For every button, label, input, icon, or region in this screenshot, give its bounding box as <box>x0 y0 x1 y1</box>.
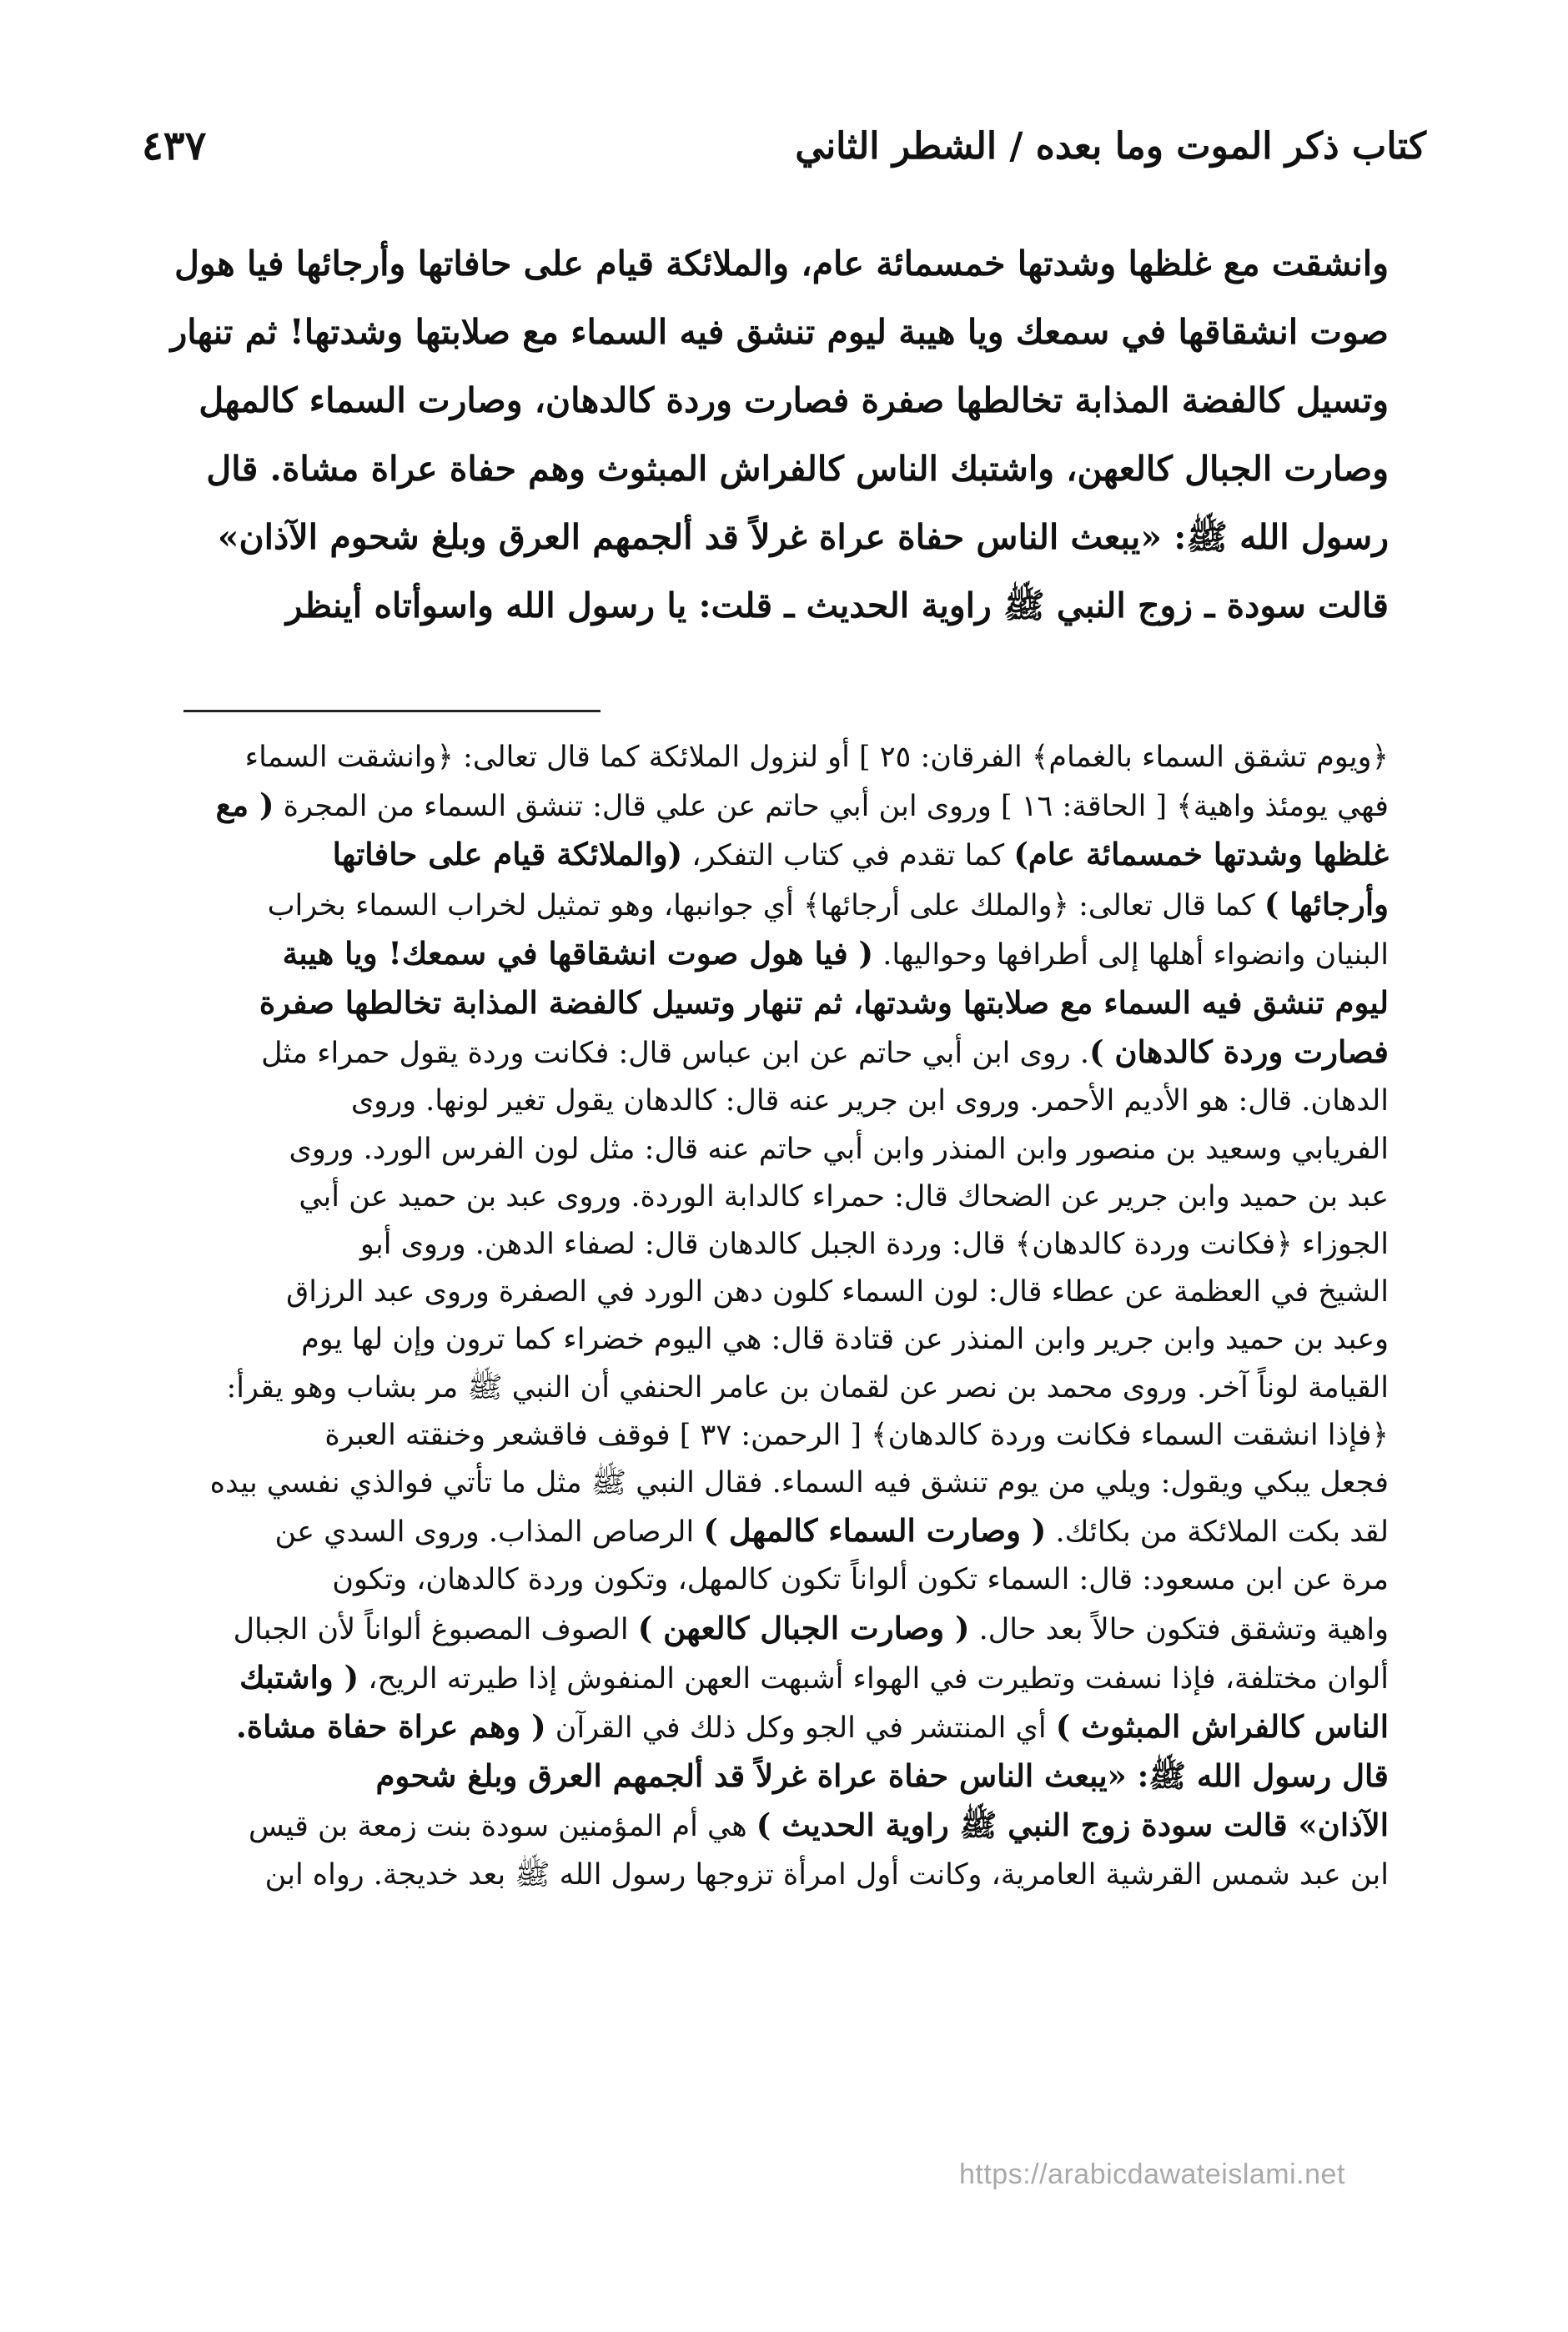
commentary <box>167 734 1389 1899</box>
commentary-quote-bold: غلظها وشدتها خمسمائة عام) <box>1013 836 1389 873</box>
commentary-quote-bold: ( مع <box>215 787 274 824</box>
commentary-text: البنيان وانضواء أهلها إلى أطرافها وحواليها. <box>873 937 1389 972</box>
commentary-text: القيامة لوناً آخر. وروى محمد بن نصر عن لقمان بن عامر الحنفي أن النبي ﷺ مر بشاب وهو يقرأ: <box>226 1370 1389 1405</box>
commentary-text: الفريابي وسعيد بن منصور وابن المنذر وابن أبي حاتم عنه قال: مثل لون الفرس الورد. وروى <box>289 1132 1389 1166</box>
commentary-text: ابن عبد شمس القرشية العامرية، وكانت أول امرأة تزوجها رسول الله ﷺ بعد خديجة. رواه ابن <box>264 1857 1389 1892</box>
commentary-quote-bold: وأرجائها ) <box>1264 885 1389 922</box>
commentary-text: ألوان مختلفة، فإذا نسفت وتطيرت في الهواء أشبهت العهن المنفوش إذا طيرته الريح، <box>359 1661 1389 1696</box>
main-text-line: رسول الله ﷺ: «يبعث الناس حفاة عراة غرلاً قد ألجمهم العرق وبلغ شحوم الآذان» <box>217 517 1389 557</box>
commentary-line <box>167 1752 1389 1802</box>
footnote-divider <box>183 710 601 712</box>
commentary-text: الصوف المصبوغ ألواناً لأن الجبال <box>233 1612 638 1646</box>
commentary-line <box>167 1028 1389 1078</box>
commentary-line <box>167 1126 1389 1174</box>
main-text-line: قالت سودة ـ زوج النبي ﷺ راوية الحديث ـ قلت: يا رسول الله واسوأتاه أينظر <box>285 586 1389 626</box>
commentary-quote-bold: قال رسول الله ﷺ: «يبعث الناس حفاة عراة غرلاً قد ألجمهم العرق وبلغ شحوم <box>375 1757 1389 1795</box>
commentary-quote-bold: الآذان» قالت سودة زوج النبي ﷺ راوية الحديث ) <box>756 1807 1389 1844</box>
commentary-line <box>167 831 1389 880</box>
commentary-text: هي أم المؤمنين سودة بنت زمعة بن قيس <box>248 1810 756 1844</box>
commentary-text: فهي يومئذ واهية﴾ [ الحاقة: ١٦ ] وروى ابن أبي حاتم عن علي قال: تنشق السماء من المجرة <box>274 790 1389 824</box>
commentary-text: كما تقدم في كتاب التفكر، <box>682 839 1014 873</box>
commentary-line <box>167 1365 1389 1412</box>
commentary-text: الجوزاء ﴿فكانت وردة كالدهان﴾ قال: وردة الجبل كالدهان قال: لصفاء الدهن. وروى أبو <box>359 1228 1389 1262</box>
commentary-text: فجعل يبكي ويقول: ويلي من يوم تنشق فيه السماء. فقال النبي ﷺ مثل ما تأتي فوالذي نفسي بيده <box>209 1466 1389 1500</box>
commentary-line <box>167 1221 1389 1269</box>
commentary-text: أي المنتشر في الجو وكل ذلك في القرآن <box>545 1711 1056 1746</box>
commentary-line <box>167 1556 1389 1604</box>
commentary-line <box>167 1412 1389 1460</box>
commentary-line <box>167 881 1389 930</box>
commentary-line <box>167 979 1389 1028</box>
main-text <box>167 229 1389 640</box>
commentary-line <box>167 734 1389 782</box>
commentary-text: الرصاص المذاب. وروى السدي عن <box>274 1515 704 1550</box>
commentary-text: الشيخ في العظمة عن عطاء قال: لون السماء كلون دهن الورد في الصفرة وروى عبد الرزاق <box>286 1275 1389 1309</box>
commentary-quote-bold: ليوم تنشق فيه السماء مع صلابتها وشدتها، ثم تنهار وتسيل كالفضة المذابة تخالطها صفرة <box>259 984 1389 1022</box>
page-number: ٤٣٧ <box>142 123 207 169</box>
commentary-quote-bold: الناس كالفراش المبثوث ) <box>1055 1708 1389 1746</box>
page-header <box>142 108 1426 183</box>
commentary-text: . روى ابن أبي حاتم عن ابن عباس قال: فكانت وردة يقول حمراء مثل <box>261 1037 1089 1071</box>
commentary-line <box>167 1703 1389 1752</box>
commentary-text: كما قال تعالى: ﴿والملك على أرجائها﴾ أي جوانبها، وهو تمثيل لخراب السماء بخراب <box>267 888 1264 922</box>
watermark: https://arabicdawateislami.net <box>959 2159 1345 2190</box>
main-text-line: وانشقت مع غلظها وشدتها خمسمائة عام، والملائكة قيام على حافاتها وأرجائها فيا هول <box>174 244 1389 284</box>
commentary-text: ﴿فإذا انشقت السماء فكانت وردة كالدهان﴾ [ الرحمن: ٣٧ ] فوقف فاقشعر وخنقته العبرة <box>324 1418 1389 1452</box>
commentary-text: عبد بن حميد وابن جرير عن الضحاك قال: حمراء كالدابة الوردة. وروى عبد بن حميد عن أبي <box>299 1179 1389 1214</box>
commentary-line <box>167 1852 1389 1899</box>
commentary-quote-bold: ( واشتبك <box>239 1658 359 1696</box>
commentary-line <box>167 1460 1389 1507</box>
running-title: كتاب ذكر الموت وما بعده / الشطر الثاني <box>795 124 1426 168</box>
commentary-line <box>167 1802 1389 1851</box>
commentary-line <box>167 1174 1389 1221</box>
commentary-line <box>167 1316 1389 1364</box>
commentary-text: ﴿ويوم تشقق السماء بالغمام﴾ الفرقان: ٢٥ ] أو لنزول الملائكة كما قال تعالى: ﴿وانشقت السماء <box>244 741 1389 774</box>
commentary-line <box>167 1269 1389 1316</box>
commentary-line <box>167 1078 1389 1125</box>
commentary-line <box>167 1507 1389 1556</box>
commentary-text: وعبد بن حميد وابن جرير وابن المنذر عن قتادة قال: هي اليوم خضراء كما ترون وإن لها يوم <box>301 1323 1389 1357</box>
commentary-line <box>167 1654 1389 1703</box>
commentary-text: لقد بكت الملائكة من بكائك. <box>1046 1515 1389 1550</box>
commentary-quote-bold: (والملائكة قيام على حافاتها <box>332 836 683 873</box>
commentary-line <box>167 930 1389 979</box>
commentary-text: واهية وتشقق فتكون حالاً بعد حال. <box>969 1612 1389 1646</box>
commentary-text: الدهان. قال: هو الأديم الأحمر. وروى ابن جرير عنه قال: كالدهان يقول تغير لونها. وروى <box>350 1084 1389 1118</box>
commentary-line <box>167 782 1389 831</box>
commentary-quote-bold: فصارت وردة كالدهان ) <box>1088 1033 1389 1071</box>
commentary-quote-bold: ( وصارت السماء كالمهل ) <box>703 1512 1047 1550</box>
main-text-line: صوت انشقاقها في سمعك ويا هيبة ليوم تنشق فيه السماء مع صلابتها وشدتها! ثم تنهار <box>170 312 1389 352</box>
commentary-text: مرة عن ابن مسعود: قال: السماء تكون ألواناً تكون كالمهل، وتكون وردة كالدهان، وتكون <box>332 1563 1389 1597</box>
commentary-quote-bold: ( وهم عراة حفاة مشاة. <box>235 1708 546 1746</box>
commentary-quote-bold: ( وصارت الجبال كالعهن ) <box>637 1609 970 1646</box>
commentary-line <box>167 1605 1389 1654</box>
commentary-quote-bold: ( فيا هول صوت انشقاقها في سمعك! ويا هيبة <box>282 934 874 972</box>
main-text-line: وتسيل كالفضة المذابة تخالطها صفرة فصارت وردة كالدهان، وصارت السماء كالمهل <box>199 380 1389 420</box>
main-text-line: وصارت الجبال كالعهن، واشتبك الناس كالفراش المبثوث وهم حفاة عراة مشاة. قال <box>206 449 1389 489</box>
